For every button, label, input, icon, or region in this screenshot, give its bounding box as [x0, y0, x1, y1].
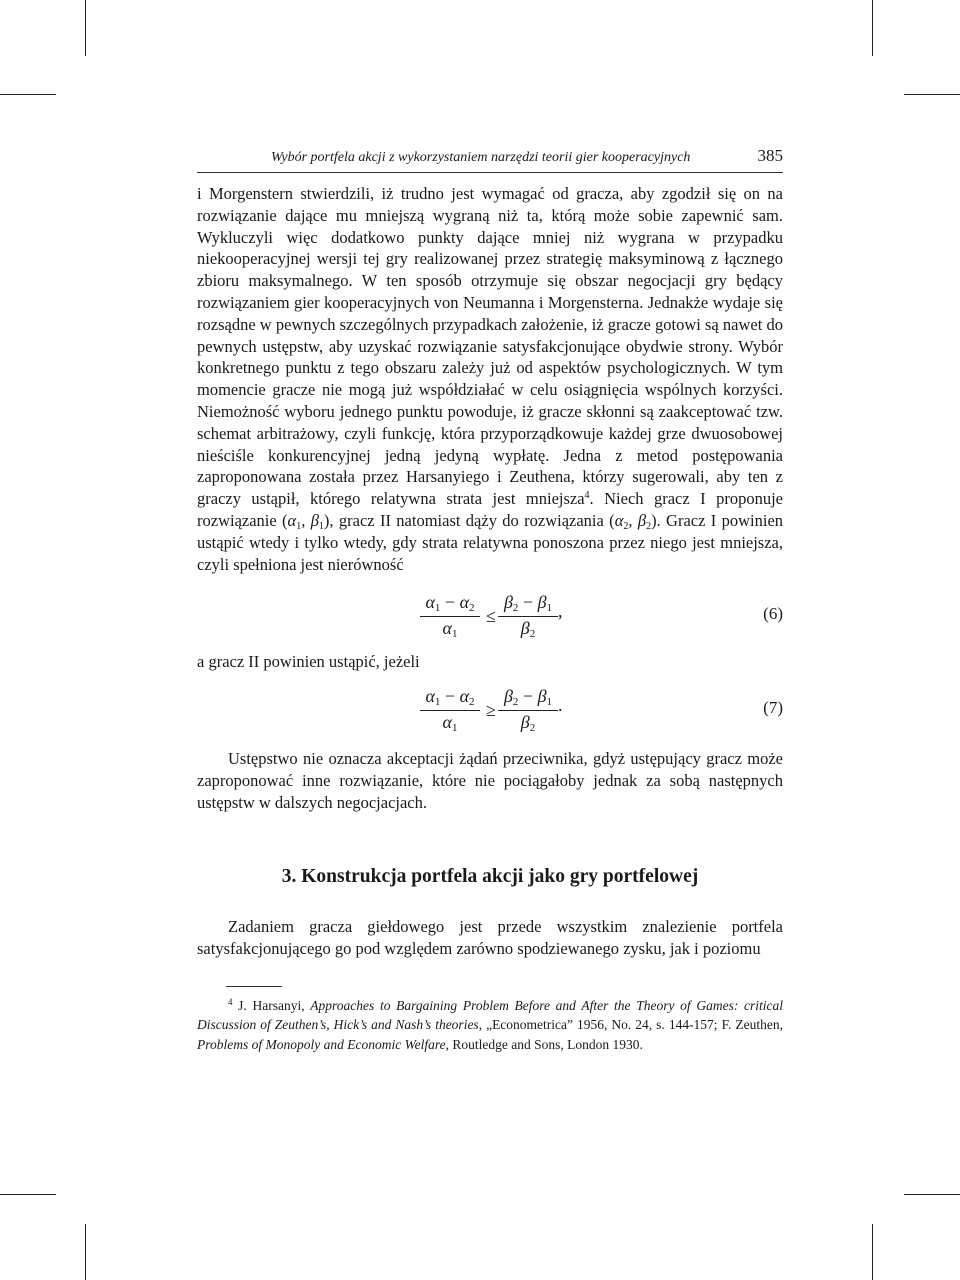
equation-number: (6)	[763, 604, 783, 623]
footnote-rule	[226, 986, 282, 987]
crop-mark	[904, 94, 960, 95]
crop-mark	[872, 0, 873, 56]
fraction-numerator: $\alpha_1 - \alpha_2$	[425, 592, 475, 614]
paragraph-text: ,	[301, 510, 311, 530]
footnote-title: Approaches to Bargaining Problem Before and After the Theory of Games: critical Discussion of Zeuthen’s, Hick’s and Nash’s theories	[197, 998, 783, 1033]
equation-punctuation: .	[558, 695, 563, 715]
subscript: 2	[623, 520, 629, 532]
beta-symbol: β	[310, 510, 319, 530]
equation-rhs-fraction	[498, 686, 558, 742]
running-header	[197, 146, 783, 170]
between-text: a gracz II powinien ustąpić, jeżeli	[197, 652, 420, 671]
fraction-bar	[498, 710, 558, 711]
subscript: 1	[318, 520, 324, 532]
fraction-bar	[420, 616, 480, 617]
running-title: Wybór portfela akcji z wykorzystaniem narzędzi teorii gier kooperacyjnych	[271, 150, 691, 165]
subscript: 2	[646, 520, 652, 532]
fraction-bar	[420, 710, 480, 711]
paragraph-text: ). Gracz I powinien ustąpić wtedy i tylko wtedy, gdy strata relatywna ponoszona przez niego jest mniejsza, czyli spełniona jest nierówność	[197, 510, 784, 574]
fraction-numerator: $\alpha_1 - \alpha_2$	[425, 686, 475, 708]
crop-mark	[85, 0, 86, 56]
paragraph-text: ,	[628, 510, 638, 530]
crop-mark	[872, 1224, 873, 1280]
equation-6	[420, 592, 783, 652]
subscript: 1	[296, 520, 302, 532]
relation-operator: ≥	[486, 700, 496, 720]
paragraph-concession: Ustępstwo nie oznacza akceptacji żądań przeciwnika, gdyż ustępujący gracz może zaproponować inne rozwiązanie, które nie pociągałoby jednak za sobą następnych ustępstw w dalszych negocjacjach.	[197, 749, 783, 812]
crop-mark	[904, 1194, 960, 1195]
alpha-symbol: α	[287, 510, 297, 530]
footnote: $^4$ J. Harsanyi, Approaches to Bargaining Problem Before and After the Theory of Games: critical Discussion of Zeuthen’s, Hick’s and Nash’s theories, „Econometrica” 1956, No. 24, s. 144-157; F. Zeuthen, Problems of Monopoly and Economic Welfare, Routledge and Sons, London 1930.	[197, 997, 783, 1052]
equation-rhs-fraction	[498, 592, 558, 648]
fraction-numerator: $\beta_2 - \beta_1$	[503, 592, 553, 614]
header-rule	[197, 172, 783, 173]
crop-mark	[0, 94, 56, 95]
alpha-symbol: α	[614, 510, 624, 530]
footnote-marker: 4	[228, 997, 233, 1007]
fraction-denominator: $\beta_2$	[520, 712, 536, 734]
fraction-denominator: $\beta_2$	[520, 618, 536, 640]
paragraph-text: . Niech gracz I proponuje rozwiązanie (	[197, 489, 783, 530]
paragraph-text: ), gracz II natomiast dąży do rozwiązania (	[323, 510, 615, 530]
paragraph-section-intro: Zadaniem gracza giełdowego jest przede wszystkim znalezienie portfela satysfakcjonującego go pod względem zarówno spodziewanego zysku, jak i poziomu	[197, 917, 783, 958]
crop-mark	[85, 1224, 86, 1280]
fraction-denominator: $\alpha_1$	[442, 712, 458, 734]
footnote-reference: 4	[584, 490, 590, 502]
footnote-title: Problems of Monopoly and Economic Welfare	[197, 1036, 446, 1052]
equation-7	[420, 686, 783, 746]
beta-symbol: β	[637, 510, 647, 530]
page-number: 385	[757, 146, 783, 165]
paragraph-main	[197, 183, 783, 575]
equation-punctuation: ,	[558, 601, 563, 621]
relation-operator: ≤	[486, 606, 496, 626]
equation-number: (7)	[763, 698, 783, 717]
fraction-bar	[498, 616, 558, 617]
equation-lhs-fraction	[420, 686, 480, 742]
crop-mark	[0, 1194, 56, 1195]
paragraph-text: i Morgenstern stwierdzili, iż trudno jest wymagać od gracza, aby zgodził się on na rozwiązanie dające mu mniejszą wygraną niż ta, którą może sobie zapewnić sam. Wykluczyli więc dodatkowo punkty dające mniej niż wygrana w przypadku niekooperacyjnej wersji tej gry realizowanej przez strategię maksyminową z łącznego zbioru maksymalnego. W ten sposób otrzymuje się obszar negocjacji gry będący rozwiązaniem gier kooperacyjnych von Neumanna i Morgensterna. Jednakże wydaje się rozsądne w pewnych szczególnych przypadkach założenie, iż gracze gotowi są nawet do pewnych ustępstw, aby uzyskać rozwiązanie satysfakcjonujące obydwie strony. Wybór konkretnego punktu z tego obszaru zależy już od aspektów psychologicznych. W tym momencie gracze nie mogą już współdziałać w celu osiągnięcia wspólnych korzyści. Niemożność wyboru jednego punktu powoduje, iż gracze skłonni są zaakceptować tzw. schemat arbitrażowy, czyli funkcję, która przyporządkowuje każdej grze dwuosobowej nieściśle konkurencyjnej jedną jedyną wypłatę. Jedna z metod postępowania zaproponowana została przez Harsanyiego i Zeuthena, którzy sugerowali, aby ten z graczy ustąpił, którego relatywna strata jest mniejsza	[197, 184, 783, 509]
section-heading: 3. Konstrukcja portfela akcji jako gry portfelowej	[281, 866, 699, 887]
fraction-numerator: $\beta_2 - \beta_1$	[503, 686, 553, 708]
fraction-denominator: $\alpha_1$	[442, 618, 458, 640]
equation-lhs-fraction	[420, 592, 480, 648]
